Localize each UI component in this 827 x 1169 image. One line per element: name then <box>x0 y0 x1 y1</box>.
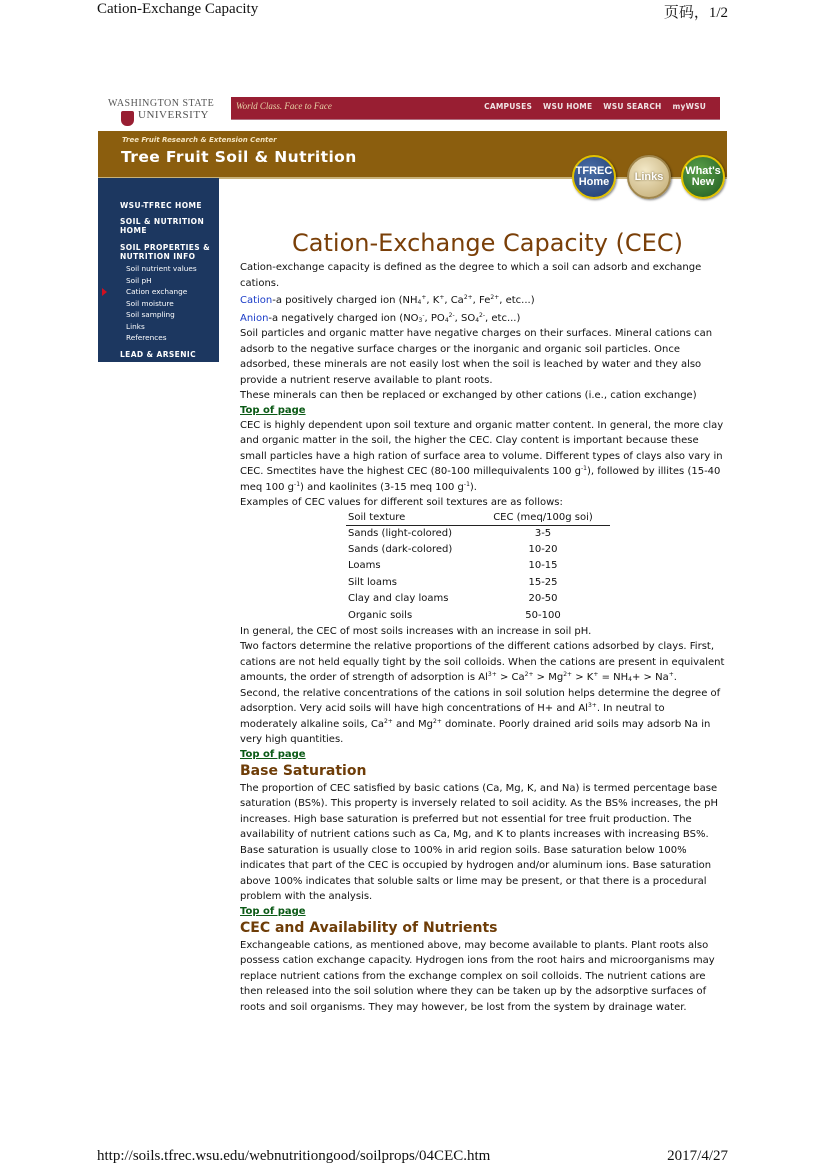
tfrec-home-button[interactable] <box>572 155 616 199</box>
table-cell: Loams <box>348 560 381 572</box>
table-cell: Silt loams <box>348 576 397 588</box>
links-label: Links <box>634 170 664 183</box>
table-cell: Organic soils <box>348 609 413 621</box>
table-cell: 10-20 <box>528 543 558 555</box>
sidebar-item-soil-nutrition-home[interactable]: SOIL & NUTRITION HOME <box>120 217 205 235</box>
table-header-cec: CEC (meq/100g soi) <box>476 511 610 526</box>
link-wsu-search[interactable]: WSU SEARCH <box>603 102 662 111</box>
link-wsu-home[interactable]: WSU HOME <box>543 102 593 111</box>
surface-charge-paragraph: Soil particles and organic matter have negative charges on their surfaces. Mineral cations can adsorb to the negative surface charges or the inorganic and organic soil particles. Once adsorbed, these minerals are not easily lost when the soil is leached by water and they also provide a nutrient reserve available to plant roots. <box>240 328 713 386</box>
print-footer-url: http://soils.tfrec.wsu.edu/webnutritiongood/soilprops/04CEC.htm <box>97 1148 491 1164</box>
concentration-paragraph: Second, the relative concentrations of the cations in soil solution helps determine the degree of adsorption. Very acid soils will have high concentrations of H+ and $Al^{3+}$. In neutral to moderately alkaline soils, $Ca^{2+}$ and $Mg^{2+}$ dominate. Poorly drained arid soils may adsorb Na in very high quantities. <box>240 687 721 746</box>
adsorption-paragraph: Two factors determine the relative proportions of the different cations adsorbed by clays. First, cations are not held equally tight by the soil colloids. When the cations are present in equivalent amounts, the order of strength of adsorption is $Al^{3+} > Ca^{2+} > Mg^{2+} > K^+ = NH_4+ > Na^+$. <box>240 641 725 684</box>
print-header <box>0 0 827 22</box>
site-title: Tree Fruit Soil & Nutrition <box>121 148 357 166</box>
sidebar-item-lead-arsenic[interactable]: LEAD & ARSENIC <box>120 350 196 359</box>
sidebar-nav <box>98 178 219 362</box>
links-button[interactable] <box>627 155 671 199</box>
top-of-page-link[interactable]: Top of page <box>240 748 306 760</box>
cation-term: Cation <box>240 295 273 306</box>
table-cell: 3-5 <box>534 527 552 539</box>
print-header-title: Cation-Exchange Capacity <box>97 1 259 17</box>
current-page-arrow-icon <box>102 288 107 296</box>
sidebar-item-soil-properties[interactable]: SOIL PROPERTIES & NUTRITION INFO <box>120 243 211 261</box>
table-row <box>346 542 610 558</box>
anion-term: Anion <box>240 312 269 324</box>
cec-table <box>346 511 610 624</box>
table-row <box>346 558 610 574</box>
wsu-top-links <box>473 102 706 111</box>
table-row <box>346 608 610 624</box>
availability-heading: CEC and Availability of Nutrients <box>240 919 498 936</box>
ph-paragraph: In general, the CEC of most soils increases with an increase in soil pH. <box>240 625 592 637</box>
wsu-banner <box>98 97 720 130</box>
whats-new-button[interactable] <box>681 155 725 199</box>
sidebar-subitem-links[interactable]: Links <box>126 322 145 331</box>
sidebar-subitem-soil-sampling[interactable]: Soil sampling <box>126 310 175 319</box>
table-row <box>346 525 610 542</box>
clay-paragraph: CEC is highly dependent upon soil texture and organic matter content. In general, the more clay and organic matter in the soil, the higher the CEC. Clay content is important because these small particles have a high ration of surface area to volume. Different types of clays also vary in CEC. Smectites have the highest CEC (80-100 millequivalents 100 $g^{-1}$), followed by illites (15-40 meq 100 $g^{-1}$) and kaolinites (3-15 meq 100 $g^{-1}$). <box>240 419 724 493</box>
table-cell: 10-15 <box>528 560 558 572</box>
wsu-logo[interactable] <box>98 97 231 130</box>
wsu-seal-icon <box>121 111 134 126</box>
print-footer-date: 2017/4/27 <box>667 1148 728 1164</box>
base-saturation-heading: Base Saturation <box>240 762 367 779</box>
table-cell: 20-50 <box>528 593 558 605</box>
page-title: Cation-Exchange Capacity (CEC) <box>292 229 683 257</box>
base-saturation-paragraph: The proportion of CEC satisfied by basic cations (Ca, Mg, K, and Na) is termed percentage base saturation (BS%). This property is inversely related to soil acidity. As the BS% increases, the pH increases. High base saturation is preferred but not essential for tree fruit production. The availability of nutrient cations such as Ca, Mg, and K to plants increases with increasing BS%. <box>240 782 719 841</box>
banner-divider <box>231 119 720 120</box>
table-cell: 50-100 <box>525 609 561 621</box>
sidebar-item-tfrec-home[interactable]: WSU-TFREC HOME <box>120 201 202 210</box>
cation-definition: Cation-a positively charged ion ($NH_4^+$, K+, $Ca^{2+}$, $Fe^{2+}$, etc...) <box>240 294 535 306</box>
sidebar-subitem-soil-moisture[interactable]: Soil moisture <box>126 299 174 308</box>
table-cell: 15-25 <box>528 576 558 588</box>
intro-paragraph: Cation-exchange capacity is defined as the degree to which a soil can adsorb and exchange cations. <box>240 262 702 289</box>
link-mywsu[interactable]: myWSU <box>672 102 706 111</box>
anion-definition: Anion-a negatively charged ion ($NO_3^-$, $PO_4^{2-}$, $SO_4^{2-}$, etc...) <box>240 311 521 324</box>
wsu-top-bar <box>231 97 720 119</box>
print-footer <box>0 1148 827 1168</box>
top-of-page-link[interactable]: Top of page <box>240 905 306 917</box>
wsu-logo-line1: WASHINGTON STATE <box>108 98 215 109</box>
sidebar-subitem-nutrient-values[interactable]: Soil nutrient values <box>126 264 197 273</box>
wsu-tagline: World Class. Face to Face <box>236 101 332 111</box>
exchange-paragraph: These minerals can then be replaced or exchanged by other cations (i.e., cation exchange) <box>240 390 697 401</box>
availability-paragraph: Exchangeable cations, as mentioned above, may become available to plants. Plant roots also possess cation exchange capacity. Hydrogen ions from the root hairs and microorganisms may replace nutrient cations from the exchange complex on soil colloids. The nutrient cations are then released into the soil solution where they can be taken up by the adsorptive surfaces of roots and soil organisms. They may however, be lost from the system by drainage water. <box>240 939 715 1013</box>
sidebar-subitem-references[interactable]: References <box>126 333 167 342</box>
table-cell: Sands (dark-colored) <box>348 543 453 555</box>
table-row <box>346 575 610 591</box>
link-campuses[interactable]: CAMPUSES <box>484 102 533 111</box>
table-cell: Sands (light-colored) <box>348 527 453 539</box>
tfrec-home-label: TFREC Home <box>575 165 613 188</box>
examples-intro: Examples of CEC values for different soil textures are as follows: <box>240 497 563 508</box>
sidebar-subitem-cation-exchange[interactable]: Cation exchange <box>126 287 188 296</box>
top-of-page-link[interactable]: Top of page <box>240 404 306 416</box>
table-row <box>346 591 610 607</box>
sidebar-subitem-soil-ph[interactable]: Soil pH <box>126 276 152 285</box>
print-header-page: 页码，1/2 <box>663 5 728 21</box>
whats-new-label: What's New <box>685 165 721 188</box>
wsu-logo-line2: UNIVERSITY <box>138 109 209 121</box>
center-name: Tree Fruit Research & Extension Center <box>122 136 277 144</box>
arid-soils-paragraph: Base saturation is usually close to 100% in arid region soils. Base saturation below 100% indicates that part of the CEC is occupied by hydrogen and/or aluminum ions. Base saturation above 100% indicates that soluble salts or lime may be present, or that there is a procedural problem with the analysis. <box>240 844 712 903</box>
table-cell: Clay and clay loams <box>348 593 449 605</box>
table-header-texture: Soil texture <box>346 511 476 526</box>
main-content <box>240 226 725 1015</box>
